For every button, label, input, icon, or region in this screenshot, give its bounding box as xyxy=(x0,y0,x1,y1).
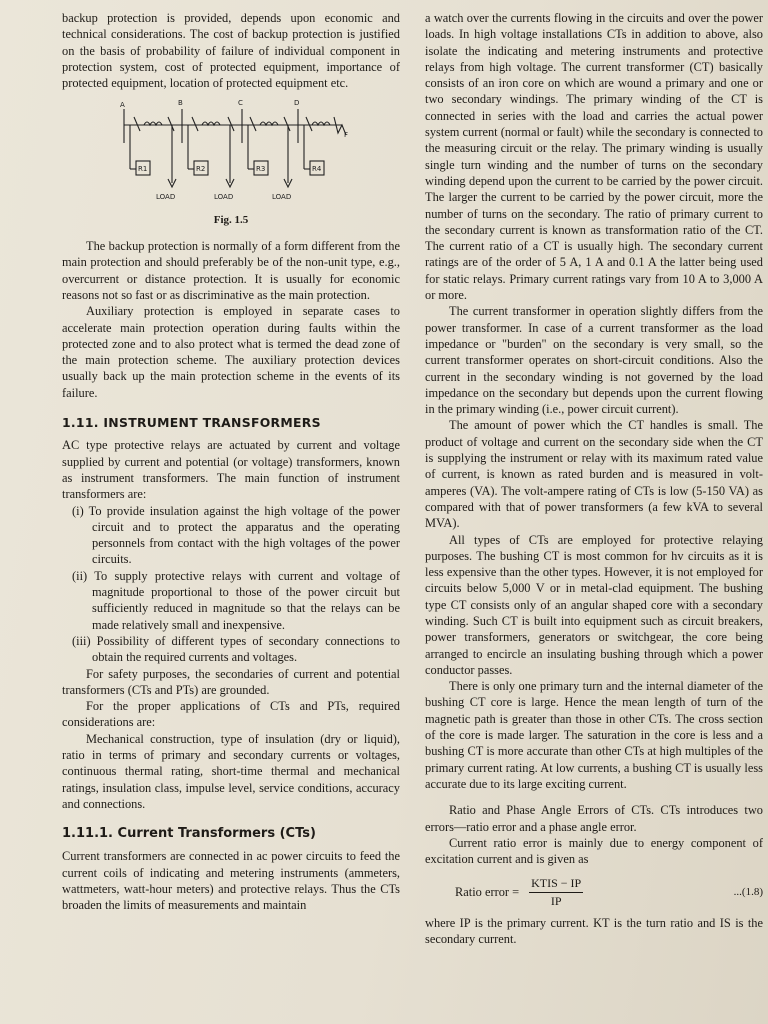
section-heading: 1.11. INSTRUMENT TRANSFORMERS xyxy=(62,415,321,431)
paragraph: Current transformers are connected in ac power circuits to feed the current coils of indicating and metering instruments (ammeters, wattmeters, watt-hour meters) and protective relays. Thus the CTs broaden the limits of measurements and maintain xyxy=(62,849,400,913)
node-label: F xyxy=(344,131,349,140)
load-label: LOAD xyxy=(156,193,176,202)
equation-denominator: IP xyxy=(550,893,562,908)
right-column xyxy=(425,10,763,948)
paragraph: a watch over the currents flowing in the circuits and over the power loads. In high voltage installations CTs in addition to above, also isolate the indicating and metering instruments and protective relays from high voltage. The current transformer (CT) basically consists of an iron core on which are wound a primary and one or two secondary windings. The primary winding of the CT is connected in series with the load and carries the actual power system current (normal or fault) while the secondary is connected to the measuring circuit or the relay. The primary winding is usually single turn winding and the number of turns on the secondary winding depend upon the current to be carried by the power circuit. The larger the current to be carried by the power circuit, more the number of turns on the secondary. The ratio of primary current to the secondary current is known as transformation ratio of the CT. The current ratio of a CT is usually high. The secondary current ratings are of the order of 5 A, 1 A and 0.1 A the latter being used for static relays. Primary current ratings vary from 10 A to 3,000 A or more. xyxy=(425,11,763,303)
paragraph: There is only one primary turn and the internal diameter of the bushing CT core is large. Hence the mean length of turn of the magnetic path is greater than those in other CTs. The cross section of the core is made larger. The saturation in the core is less and a bushing CT is more accurate than other CTs at high multiples of the primary current rating. At low currents, a bushing CT is usually less accurate due to its large exciting current. xyxy=(425,679,763,791)
paragraph: The current transformer in operation slightly differs from the power transformer. In case of a current transformer as the load impedance or "burden" on the secondary is very small, so the current transformer operates on short-circuit conditions. Also the current in the secondary winding is not governed by the load impedance on the secondary but depends upon the current flowing in the primary winding (i.e., power circuit current). xyxy=(425,304,763,417)
list-item: (i) To provide insulation against the high voltage of the power circuit and to protect the apparatus and the operating personnels from contact with the high voltages of the power circuits. xyxy=(72,503,400,567)
relay-label: R4 xyxy=(312,165,322,174)
paragraph: The amount of power which the CT handles is small. The product of voltage and current on the secondary side when the CT is supplying the instrument or relay with its maximum rated value of current, is known as rated burden and is measured in volt-amperes (VA). The volt-ampere rating of CTs is low (5-150 VA) as compared with that of power transformers (a few kVA to several MVA). xyxy=(425,418,763,531)
relay-label: R2 xyxy=(196,165,206,174)
paragraph: For safety purposes, the secondaries of current and potential transformers (CTs and PTs) are grounded. xyxy=(62,666,400,697)
node-label: C xyxy=(238,99,243,108)
load-label: LOAD xyxy=(214,193,234,202)
paragraph: backup protection is provided, depends upon economic and technical considerations. The cost of backup protection is justified on the basis of probability of failure of individual component in protection system, cost of protected equipment, importance of protected equipment, location of protected equipment etc. xyxy=(62,11,400,91)
list-item: (iii) Possibility of different types of secondary connections to obtain the required currents and voltages. xyxy=(72,633,400,665)
paragraph: All types of CTs are employed for protective relaying purposes. The bushing CT is most common for hv circuits as it is less expensive than the other types. However, it is not employed for circuits below 5,000 V or in metal-clad equipment. The bushing type CT consists only of an angular shaped core with a secondary winding. Such CT is built into equipment such as circuit breakers, power transformers, generators or switchgear, the core being arranged to encircle an insulating bushing through which a power conductor passes. xyxy=(425,532,763,677)
equation-fraction xyxy=(529,875,583,909)
node-label: B xyxy=(178,99,183,108)
node-label: D xyxy=(294,99,300,108)
paragraph: Mechanical construction, type of insulation (dry or liquid), ratio in terms of primary and secondary currents or voltages, continuous thermal rating, short-time thermal and mechanical ratings, insulation class, impulse level, service conditions, accuracy and connections. xyxy=(62,731,400,811)
equation-number: ...(1.8) xyxy=(733,886,763,899)
paragraph: The backup protection is normally of a form different from the main protection and should preferably be of the non-unit type, e.g., overcurrent or distance protection. It is usually for economic reasons not so fast or as discriminative as the main protection. xyxy=(62,239,400,302)
list-item: (ii) To supply protective relays with current and voltage of magnitude proportional to those of the power circuit but sufficiently reduced in magnitude so that the relays can be made relatively small and inexpensive. xyxy=(72,568,400,632)
paragraph: AC type protective relays are actuated by current and voltage supplied by current and potential (or voltage) transformers, known as instrument transformers. The main function of instrument transformers are: xyxy=(62,438,400,502)
paragraph: Ratio and Phase Angle Errors of CTs. CTs introduces two errors—ratio error and a phase angle error. xyxy=(425,803,763,834)
paragraph: Auxiliary protection is employed in separate cases to accelerate main protection operation during faults within the protected zone and to also protect what is termed the dead zone of the main protection scheme. The auxiliary protection devices usually back up the main protection scheme in the events of its failure. xyxy=(62,304,400,400)
equation-numerator: KTIS − IP xyxy=(529,875,583,892)
paragraph: where IP is the primary current. KT is the turn ratio and IS is the secondary current. xyxy=(425,916,763,947)
equation-lhs: Ratio error = xyxy=(455,885,520,900)
relay-label: R3 xyxy=(256,165,266,174)
protection-zone-diagram xyxy=(62,95,400,205)
left-column xyxy=(62,10,400,914)
subsection-heading: 1.11.1. Current Transformers (CTs) xyxy=(62,826,316,842)
paragraph: Current ratio error is mainly due to energy component of excitation current and is given as xyxy=(425,835,763,867)
equation-1-8 xyxy=(425,875,763,909)
node-label: A xyxy=(120,101,125,110)
paragraph: For the proper applications of CTs and PTs, required considerations are: xyxy=(62,699,400,730)
relay-label: R1 xyxy=(138,165,148,174)
figure-caption: Fig. 1.5 xyxy=(213,213,249,226)
load-label: LOAD xyxy=(272,193,292,202)
figure-1-5 xyxy=(62,95,400,228)
